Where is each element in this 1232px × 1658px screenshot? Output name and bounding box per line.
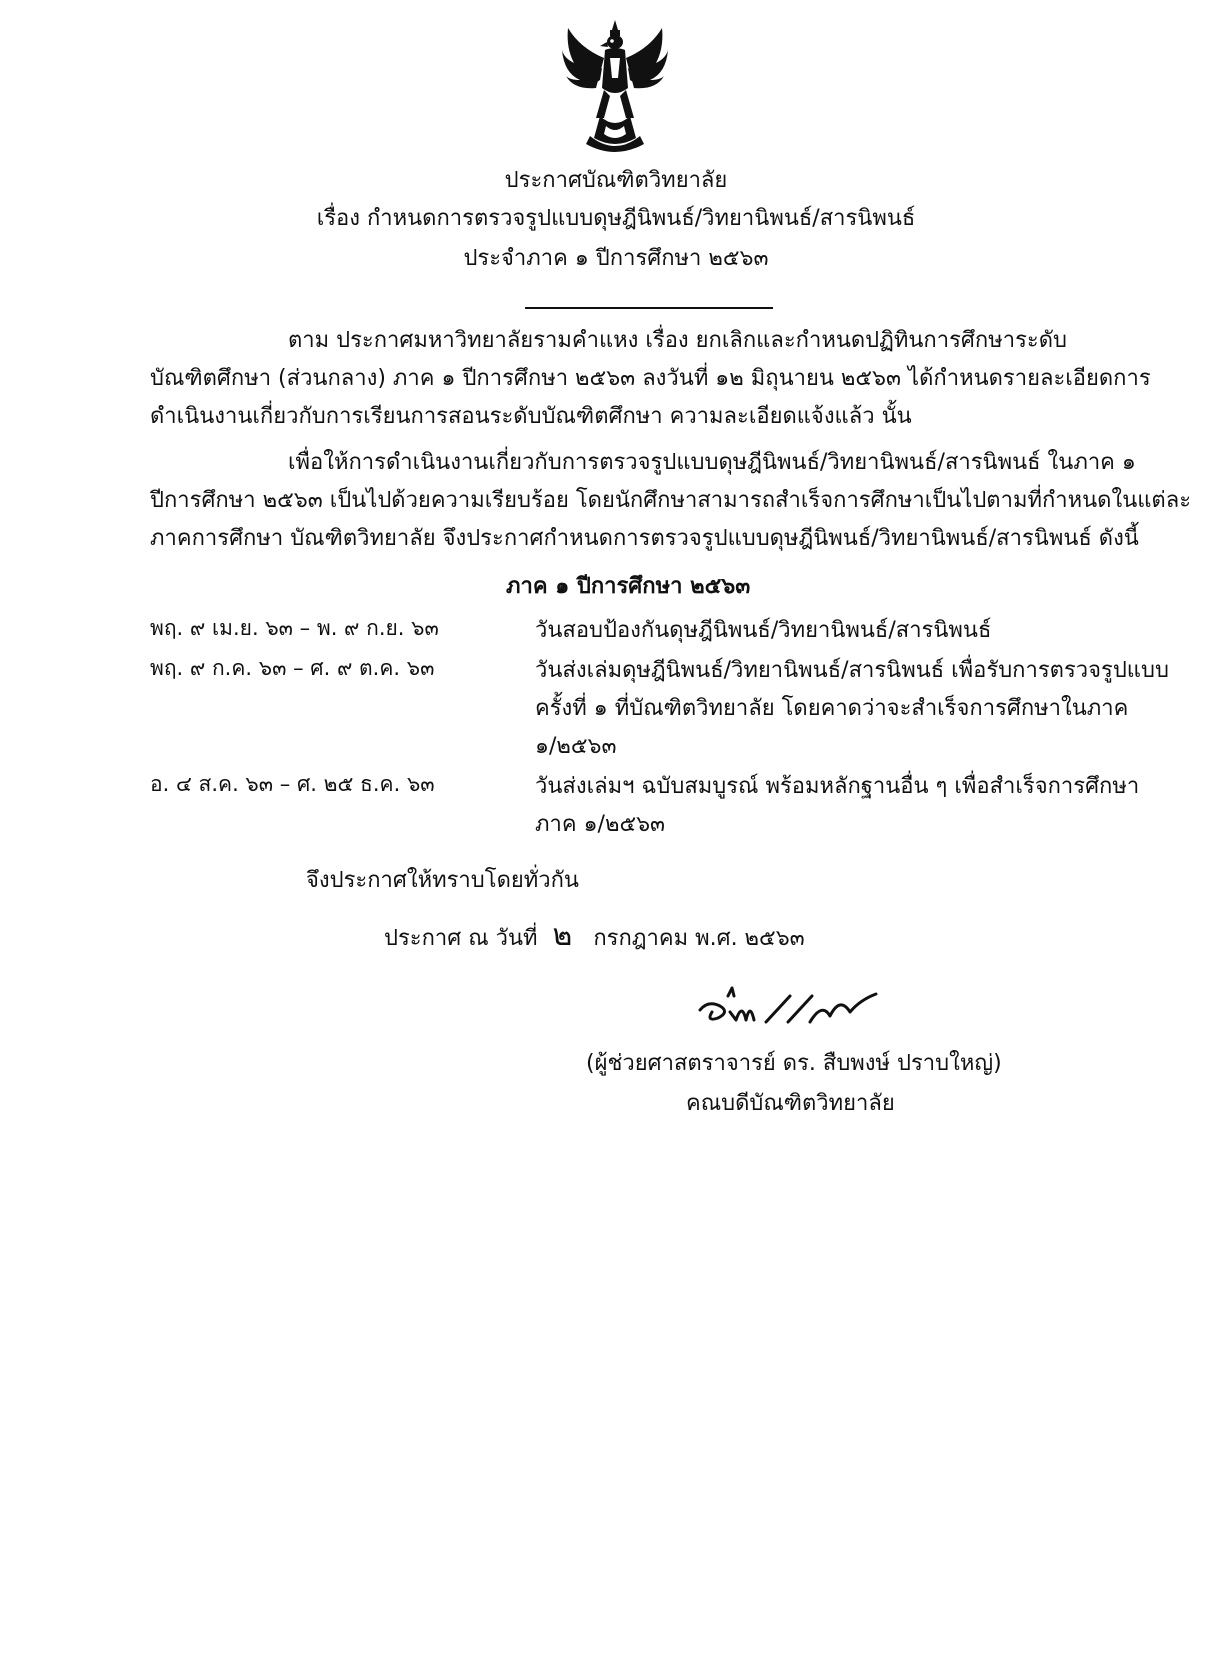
signatory-name: (ผู้ช่วยศาสตราจารย์ ดร. สืบพงษ์ ปราบใหญ่) xyxy=(586,1051,1002,1076)
paragraph-2-line-2: ปีการศึกษา ๒๕๖๓ เป็นไปด้วยความเรียบร้อย โดยนักศึกษาสามารถสำเร็จการศึกษาเป็นไปตามที่กำหนดในแต่ละ xyxy=(150,488,1192,513)
paragraph-2-line-1: เพื่อให้การดำเนินงานเกี่ยวกับการตรวจรูปแบบดุษฎีนิพนธ์/วิทยานิพนธ์/สารนิพนธ์ ในภาค ๑ xyxy=(288,450,1136,475)
announcement-subject: เรื่อง กำหนดการตรวจรูปแบบดุษฎีนิพนธ์/วิทยานิพนธ์/สารนิพนธ์ xyxy=(316,206,916,231)
schedule-row-3-date: อ. ๔ ส.ค. ๖๓ – ศ. ๒๕ ธ.ค. ๖๓ xyxy=(150,772,435,796)
schedule-row-1-desc-1: วันสอบป้องกันดุษฎีนิพนธ์/วิทยานิพนธ์/สารนิพนธ์ xyxy=(535,618,992,643)
schedule-row-1-date: พฤ. ๙ เม.ย. ๖๓ – พ. ๙ ก.ย. ๖๓ xyxy=(150,616,439,640)
schedule-heading: ภาค ๑ ปีการศึกษา ๒๕๖๓ xyxy=(506,574,751,599)
announcement-date xyxy=(384,912,805,959)
date-suffix: กรกฎาคม พ.ศ. ๒๕๖๓ xyxy=(593,926,805,951)
schedule-row-2-date: พฤ. ๙ ก.ค. ๖๓ – ศ. ๙ ต.ค. ๖๓ xyxy=(150,656,435,680)
schedule-row-2-desc-3: ๑/๒๕๖๓ xyxy=(535,734,617,759)
closing-announce: จึงประกาศให้ทราบโดยทั่วกัน xyxy=(306,868,579,893)
garuda-emblem-icon xyxy=(560,18,670,156)
paragraph-2-line-3: ภาคการศึกษา บัณฑิตวิทยาลัย จึงประกาศกำหนดการตรวจรูปแบบดุษฎีนิพนธ์/วิทยานิพนธ์/สารนิพนธ์ ดังนี้ xyxy=(150,526,1139,551)
schedule-row-3-desc-2: ภาค ๑/๒๕๖๓ xyxy=(535,812,666,837)
announcement-term: ประจำภาค ๑ ปีการศึกษา ๒๕๖๓ xyxy=(463,246,769,271)
paragraph-1-line-3: ดำเนินงานเกี่ยวกับการเรียนการสอนระดับบัณฑิตศึกษา ความละเอียดแจ้งแล้ว นั้น xyxy=(150,404,912,429)
handwritten-signature xyxy=(690,982,890,1032)
schedule-row-3-desc-1: วันส่งเล่มฯ ฉบับสมบูรณ์ พร้อมหลักฐานอื่น ๆ เพื่อสำเร็จการศึกษา xyxy=(535,774,1140,799)
schedule-row-2-desc-1: วันส่งเล่มดุษฎีนิพนธ์/วิทยานิพนธ์/สารนิพนธ์ เพื่อรับการตรวจรูปแบบ xyxy=(535,658,1169,683)
paragraph-1-line-2: บัณฑิตศึกษา (ส่วนกลาง) ภาค ๑ ปีการศึกษา ๒๕๖๓ ลงวันที่ ๑๒ มิถุนายน ๒๕๖๓ ได้กำหนดรายละเอียดการ xyxy=(150,366,1151,391)
announcement-title: ประกาศบัณฑิตวิทยาลัย xyxy=(504,168,728,193)
schedule-row-2-desc-2: ครั้งที่ ๑ ที่บัณฑิตวิทยาลัย โดยคาดว่าจะสำเร็จการศึกษาในภาค xyxy=(535,696,1129,721)
header-divider xyxy=(525,307,773,309)
signatory-position: คณบดีบัณฑิตวิทยาลัย xyxy=(686,1091,895,1116)
paragraph-1-line-1: ตาม ประกาศมหาวิทยาลัยรามคำแหง เรื่อง ยกเลิกและกำหนดปฏิทินการศึกษาระดับ xyxy=(288,328,1067,353)
date-day: ๒ xyxy=(552,918,573,953)
date-prefix: ประกาศ ณ วันที่ xyxy=(384,926,538,951)
